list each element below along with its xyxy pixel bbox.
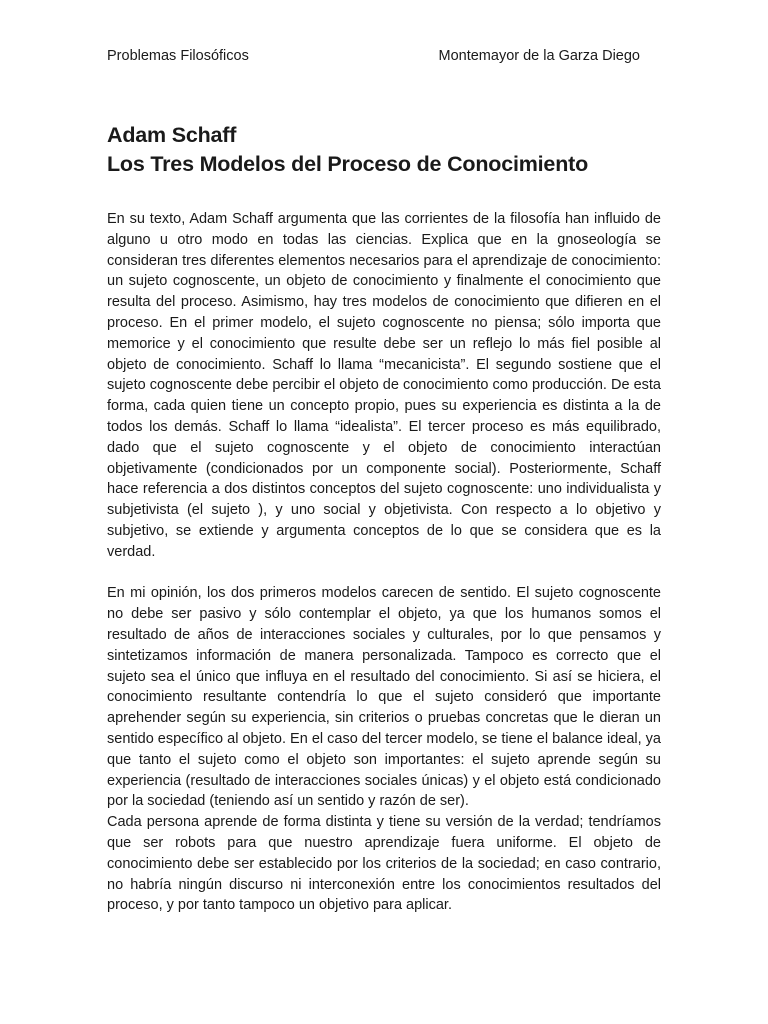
document-title: Adam Schaff — [107, 123, 237, 147]
document-titles — [107, 121, 647, 179]
document-body — [107, 209, 661, 916]
paragraph-summary: En su texto, Adam Schaff argumenta que las corrientes de la filosofía han influido de alguno u otro modo en todas las ciencias. Explica que en la gnoseología se consideran tres diferentes elementos necesarios para el aprendizaje de conocimiento: un sujeto cognoscente, un objeto de conocimiento y finalmente el conocimiento que resulta del proceso. Asimismo, hay tres modelos de conocimiento que difieren en el proceso. En el primer modelo, el sujeto cognoscente no piensa; sólo importa que memorice y el conocimiento que resulte debe ser un reflejo lo más fiel posible al objeto de conocimiento. Schaff lo llama “mecanicista”. El segundo sostiene que el sujeto cognoscente debe percibir el objeto de conocimiento como producción. De esta forma, cada quien tiene un concepto propio, pues su experiencia es distinta a la de todos los demás. Schaff lo llama “idealista”. El tercer proceso es más equilibrado, dado que el sujeto cognoscente y el objeto de conocimiento interactúan objetivamente (condicionados por un componente social). Posteriormente, Schaff hace referencia a dos distintos conceptos del sujeto cognoscente: uno individualista y subjetivista (el sujeto ), y uno social y objetivista. Con respecto a lo objetivo y subjetivo, se extiende y argumenta conceptos de lo que se considera que es la verdad. — [107, 211, 661, 560]
running-header — [107, 46, 640, 66]
paragraph-conclusion: Cada persona aprende de forma distinta y tiene su versión de la verdad; tendríamos que ser robots para que nuestro aprendizaje fuera uniforme. El objeto de conocimiento debe ser establecido por los criterios de la sociedad; en caso contrario, no habría ningún discurso ni interconexión entre los conocimientos resultados del proceso, y por tanto tampoco un objetivo para aplicar. — [107, 814, 661, 914]
paragraph-opinion: En mi opinión, los dos primeros modelos carecen de sentido. El sujeto cognoscente no debe ser pasivo y sólo contemplar el objeto, ya que los humanos somos el resultado de años de interacciones sociales y culturales, por lo que pensamos y sintetizamos información de manera personalizada. Tampoco es correcto que el sujeto sea el único que influya en el resultado del conocimiento. Si así se hiciera, el conocimiento resultante contendría lo que el sujeto consideró que importante aprehender según su experiencia, sin criterios o pruebas concretas que le dieran un sentido específico al objeto. En el caso del tercer modelo, se tiene el balance ideal, ya que tanto el sujeto como el objeto son importantes: el sujeto aprende según su experiencia (resultado de interacciones sociales únicas) y el objeto está condicionado por la sociedad (teniendo así un sentido y razón de ser). — [107, 585, 661, 810]
header-author-name: Montemayor de la Garza Diego — [438, 48, 640, 64]
header-course-name: Problemas Filosóficos — [107, 48, 249, 64]
document-subtitle: Los Tres Modelos del Proceso de Conocimiento — [107, 152, 589, 176]
